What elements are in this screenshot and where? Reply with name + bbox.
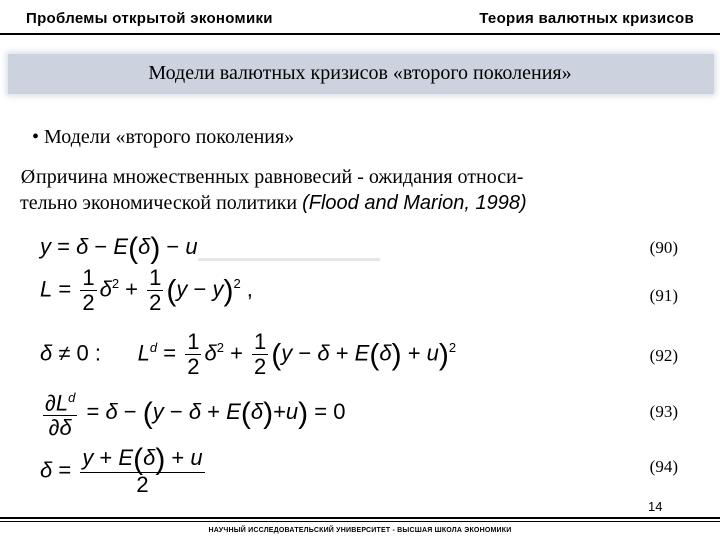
arrow-bullet-icon: Ø (20, 166, 36, 188)
para-line-2: тельно экономической политики (20, 192, 303, 214)
equation-93: $\frac{\partial L^d}{\partial\delta}$ = δ − (y − δ + E(δ)+u) = 0 (40, 386, 345, 440)
equation-91: L = $\frac{1}{2}$ $\delta^2$ + $\frac{1}{2}$ $(y - y)^2$ , (40, 265, 253, 315)
header-rule (0, 33, 720, 35)
page-number: 14 (648, 499, 663, 514)
footer-rule-bottom (0, 521, 720, 522)
equation-90: y = δ − E(δ) − u (40, 232, 198, 265)
equation-92: δ ≠ 0 : $L^d$ = $\frac{1}{2}$ $\delta^2$ + $\frac{1}{2}$ $(y - \delta + E(\delta) + u)^2$ (40, 329, 457, 379)
para-citation: (Flood and Marion, 1998) (302, 192, 527, 214)
slide-title: Модели валютных кризисов «второго поколения» (148, 62, 572, 84)
paragraph (20, 164, 527, 216)
equation-number-92: (92) (649, 346, 678, 365)
bullet-item: • Модели «второго поколения» (32, 126, 295, 148)
para-line-1: причина множественных равновесий - ожидания относи- (36, 166, 524, 188)
equation-number-91: (91) (649, 286, 678, 305)
equation-number-93: (93) (649, 402, 678, 421)
footer-text: НАУЧНЫЙ ИССЛЕДОВАТЕЛЬСКИЙ УНИВЕРСИТЕТ - ВЫСШАЯ ШКОЛА ЭКОНОМИКИ (208, 527, 512, 534)
equation-number-90: (90) (649, 238, 678, 257)
footer-rule-top (0, 517, 720, 519)
equation-94: δ = $\frac{y + E(\delta) + u}{2}$ (40, 446, 208, 497)
header-right-title: Теория валютных кризисов (479, 10, 694, 27)
header-left-title: Проблемы открытой экономики (26, 10, 273, 27)
equation-number-94: (94) (649, 457, 678, 476)
